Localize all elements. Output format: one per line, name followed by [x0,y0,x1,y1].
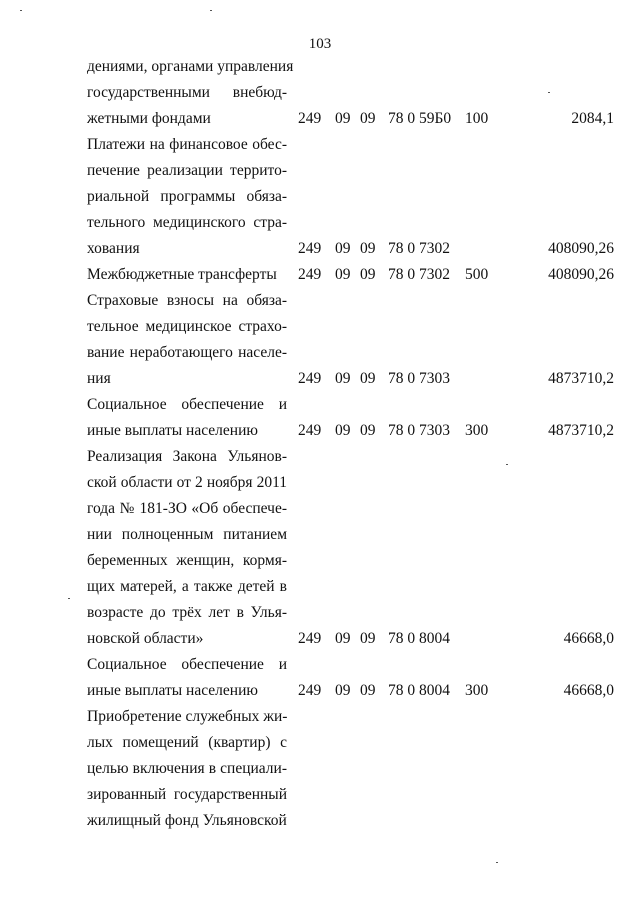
scan-speck [210,10,212,11]
table-row [0,704,640,834]
description-line: Межбюджетные трансферты [87,266,277,283]
description-line: Реализация Закона Ульянов- [87,448,287,465]
row-section-code: 09 [335,110,351,127]
row-section-code: 09 [335,240,351,257]
row-amount: 4873710,2 [548,370,614,387]
description-line: Приобретение служебных жи- [87,708,288,725]
description-line: ния [87,370,111,387]
description-line: Социальное обеспечение и [87,656,287,673]
description-line: дениями, органами управления [87,58,294,75]
table-row [0,444,640,652]
row-target-article: 78 0 8004 [388,630,450,647]
description-line: года № 181-ЗО «Об обеспече- [87,500,287,517]
scan-speck [506,464,508,465]
description-line: Социальное обеспечение и [87,396,287,413]
row-chapter-code: 249 [298,422,322,439]
table-row [0,288,640,392]
description-line: государственными внебюд- [87,84,287,101]
row-section-code: 09 [335,266,351,283]
scan-speck [20,10,22,11]
description-line: печение реализации террито- [87,162,287,179]
table-row [0,54,640,132]
row-amount: 408090,26 [548,240,614,257]
description-line: хования [87,240,140,257]
row-description [87,288,287,392]
description-line: Платежи на финансовое обес- [87,136,287,153]
row-chapter-code: 249 [298,682,322,699]
row-subsection-code: 09 [360,370,376,387]
row-description [87,652,287,704]
row-target-article: 78 0 7302 [388,240,450,257]
row-section-code: 09 [335,422,351,439]
row-amount: 408090,26 [548,266,614,283]
row-description [87,704,287,834]
row-amount: 46668,0 [563,630,614,647]
description-line: риальной программы обяза- [87,188,287,205]
row-expense-type: 300 [465,682,489,699]
row-description [87,262,287,288]
row-subsection-code: 09 [360,110,376,127]
table-row [0,132,640,262]
row-chapter-code: 249 [298,240,322,257]
row-expense-type: 300 [465,422,489,439]
row-subsection-code: 09 [360,682,376,699]
description-line: целью включения в специали- [87,760,287,777]
description-line: лых помещений (квартир) с [87,734,287,751]
description-line: иные выплаты населению [87,682,258,699]
row-section-code: 09 [335,682,351,699]
description-line: вание неработающего населе- [87,344,287,361]
row-amount: 46668,0 [563,682,614,699]
description-line: ской области от 2 ноября 2011 [87,474,287,491]
budget-table [0,54,640,834]
description-line: щих матерей, а также детей в [87,578,287,595]
description-line: нии полноценным питанием [87,526,287,543]
row-section-code: 09 [335,630,351,647]
row-target-article: 78 0 7303 [388,370,450,387]
description-line: Страховые взносы на обяза- [87,292,287,309]
row-subsection-code: 09 [360,630,376,647]
description-line: иные выплаты населению [87,422,258,439]
description-line: тельное медицинское страхо- [87,318,287,335]
row-target-article: 78 0 59Б0 [388,110,452,127]
description-line: тельного медицинского стра- [87,214,287,231]
row-chapter-code: 249 [298,630,322,647]
row-subsection-code: 09 [360,240,376,257]
description-line: новской области» [87,630,204,647]
scan-speck [548,92,550,93]
row-target-article: 78 0 7303 [388,422,450,439]
description-line: жетными фондами [87,110,211,127]
table-row [0,262,640,288]
description-line: беременных женщин, кормя- [87,552,287,569]
description-line: зированный государственный [87,786,287,803]
table-row [0,392,640,444]
scan-speck [496,862,498,863]
row-amount: 2084,1 [571,110,614,127]
table-row [0,652,640,704]
row-chapter-code: 249 [298,266,322,283]
row-description [87,54,294,132]
page-number: 103 [308,36,332,52]
row-description [87,444,287,652]
row-description [87,132,287,262]
description-line: жилищный фонд Ульяновской [87,812,287,829]
row-chapter-code: 249 [298,370,322,387]
description-line: возрасте до трёх лет в Улья- [87,604,287,621]
row-section-code: 09 [335,370,351,387]
row-expense-type: 100 [465,110,489,127]
row-target-article: 78 0 7302 [388,266,450,283]
row-amount: 4873710,2 [548,422,614,439]
row-target-article: 78 0 8004 [388,682,450,699]
row-expense-type: 500 [465,266,489,283]
row-chapter-code: 249 [298,110,322,127]
scan-speck [68,598,70,599]
row-description [87,392,287,444]
row-subsection-code: 09 [360,266,376,283]
row-subsection-code: 09 [360,422,376,439]
